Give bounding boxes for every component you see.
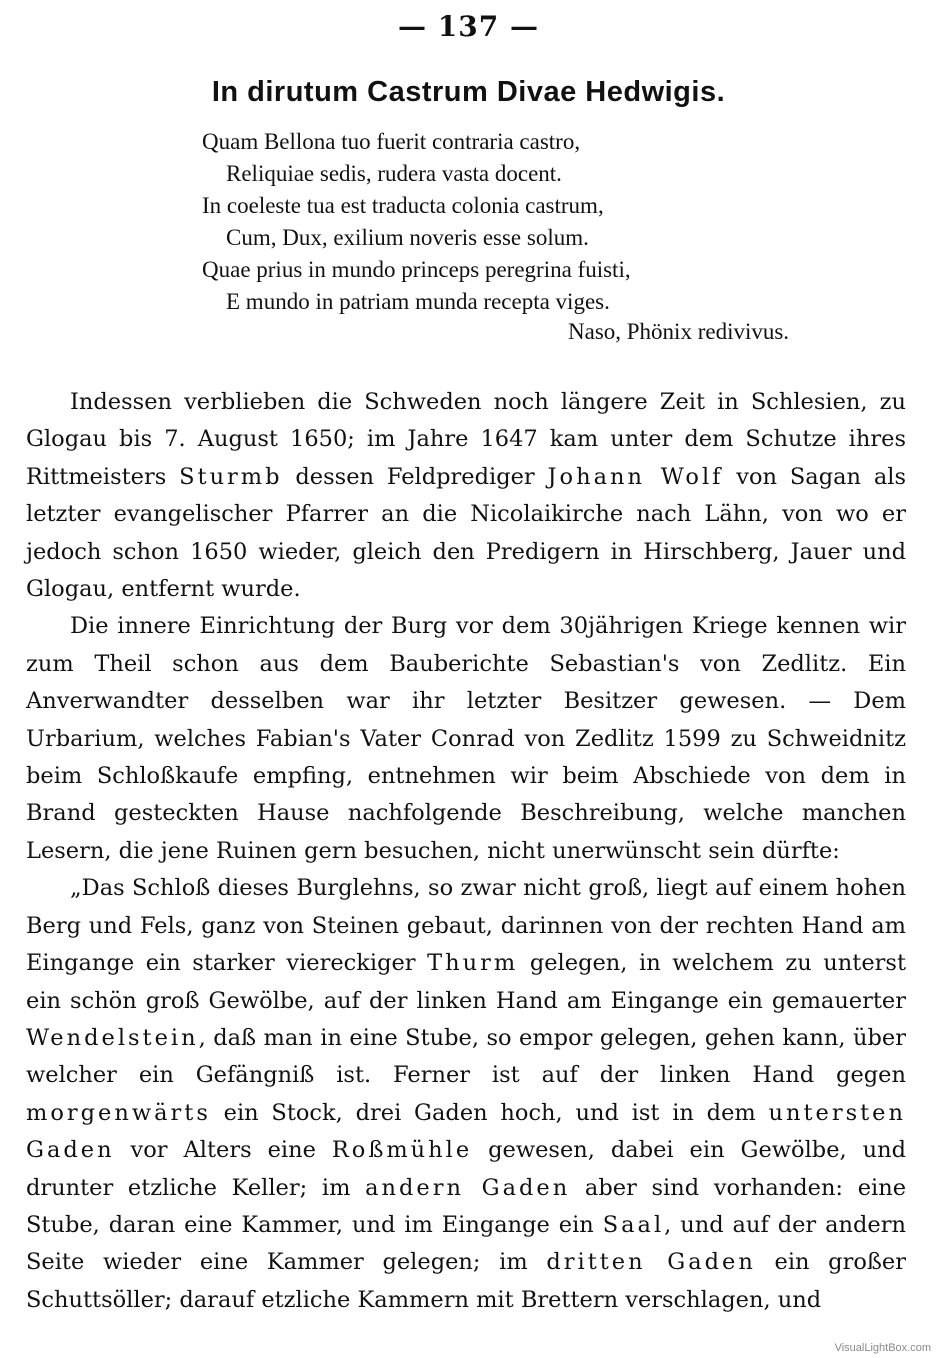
text-run: gewesen, dabei ein Gewölbe, und drunter etzliche Keller; im bbox=[26, 1137, 906, 1201]
poem-verse: In coeleste tua est traducta colonia castrum, bbox=[202, 193, 604, 218]
spaced-term: Saal bbox=[602, 1211, 665, 1238]
watermark-link[interactable]: VisualLightBox.com bbox=[834, 1342, 931, 1354]
text-run: ein Stock, drei Gaden hoch, und ist in dem bbox=[210, 1099, 769, 1126]
text-run: Indessen verblieben die Schweden noch längere Zeit in Schlesien, zu Glogau bis 7. August 1650; im Jahre 1647 kam unter dem Schutze ihres Rittmeisters bbox=[26, 389, 906, 490]
poem-verse: E mundo in patriam munda recepta viges. bbox=[226, 289, 610, 314]
spaced-name: Sturmb bbox=[179, 463, 283, 490]
spaced-term: untersten Gaden bbox=[26, 1099, 906, 1164]
poem-verse: Cum, Dux, exilium noveris esse solum. bbox=[226, 225, 589, 250]
page-number: — 137 — bbox=[398, 10, 539, 43]
paragraph-2: Die innere Einrichtung der Burg vor dem 30jährigen Kriege kennen wir zum Theil schon aus dem Bauberichte Sebastian's von Zedlitz. Ein Anverwandter desselben war ihr letzter Besitzer gewesen. — Dem Urbarium, welches Fabian's Vater Conrad von Zedlitz 1599 zu Schweidnitz beim Schloßkaufe empfing, entnehmen wir beim Abschiede von dem in Brand gesteckten Hause nachfolgende Beschreibung, welche manchen Lesern, die jene Ruinen gern besuchen, nicht unerwünscht sein dürfte: bbox=[26, 613, 906, 864]
body-text bbox=[26, 384, 906, 1319]
poem-verse: Reliquiae sedis, rudera vasta docent. bbox=[226, 161, 562, 186]
spaced-term: Roßmühle bbox=[331, 1137, 473, 1164]
spaced-term: dritten Gaden bbox=[546, 1249, 756, 1276]
text-run: ein großer Schuttsöller; darauf etzliche Kammern mit Brettern verschlagen, und bbox=[26, 1249, 906, 1313]
paragraph-3 bbox=[26, 870, 906, 1319]
text-run: , und auf der andern Seite wieder eine Kammer gelegen; im bbox=[26, 1211, 906, 1276]
text-run: „Das Schloß dieses Burglehns, so zwar nicht groß, liegt auf einem hohen Berg und Fels, ganz von Steinen gebaut, darinnen von der rechten Hand am Eingange ein starker viereckiger bbox=[26, 875, 906, 977]
poem-attribution: Naso, Phönix redivivus. bbox=[568, 319, 790, 344]
text-run: von Sagan als letzter evangelischer Pfarrer an die Nicolaikirche nach Lähn, von wo er jedoch schon 1650 wieder, gleich den Predigern in Hirschberg, Jauer und Glogau, entfernt wurde. bbox=[26, 463, 906, 603]
spaced-name: Johann Wolf bbox=[547, 463, 724, 490]
spaced-term: andern Gaden bbox=[365, 1174, 571, 1201]
spaced-term: morgenwärts bbox=[26, 1099, 211, 1126]
poem-verse: Quae prius in mundo princeps peregrina fuisti, bbox=[202, 257, 631, 282]
text-run: dessen Feldprediger bbox=[282, 463, 548, 490]
spaced-term: Thurm bbox=[427, 950, 519, 977]
text-run: , daß man in eine Stube, so empor gelegen, gehen kann, über welcher ein Gefängniß ist. Ferner ist auf der linken Hand gegen bbox=[26, 1024, 906, 1089]
text-run: gelegen, in welchem zu unterst ein schön groß Gewölbe, auf der linken Hand am Eingange ein gemauerter bbox=[26, 950, 906, 1014]
spaced-term: Wendelstein bbox=[26, 1024, 199, 1051]
paragraph-1 bbox=[26, 384, 906, 608]
text-run: vor Alters eine bbox=[114, 1137, 332, 1164]
poem-title: In dirutum Castrum Divae Hedwigis. bbox=[211, 76, 726, 108]
poem-verse: Quam Bellona tuo fuerit contraria castro, bbox=[202, 129, 581, 154]
text-run: aber sind vorhanden: eine Stube, daran eine Kammer, und im Eingange ein bbox=[26, 1174, 907, 1238]
